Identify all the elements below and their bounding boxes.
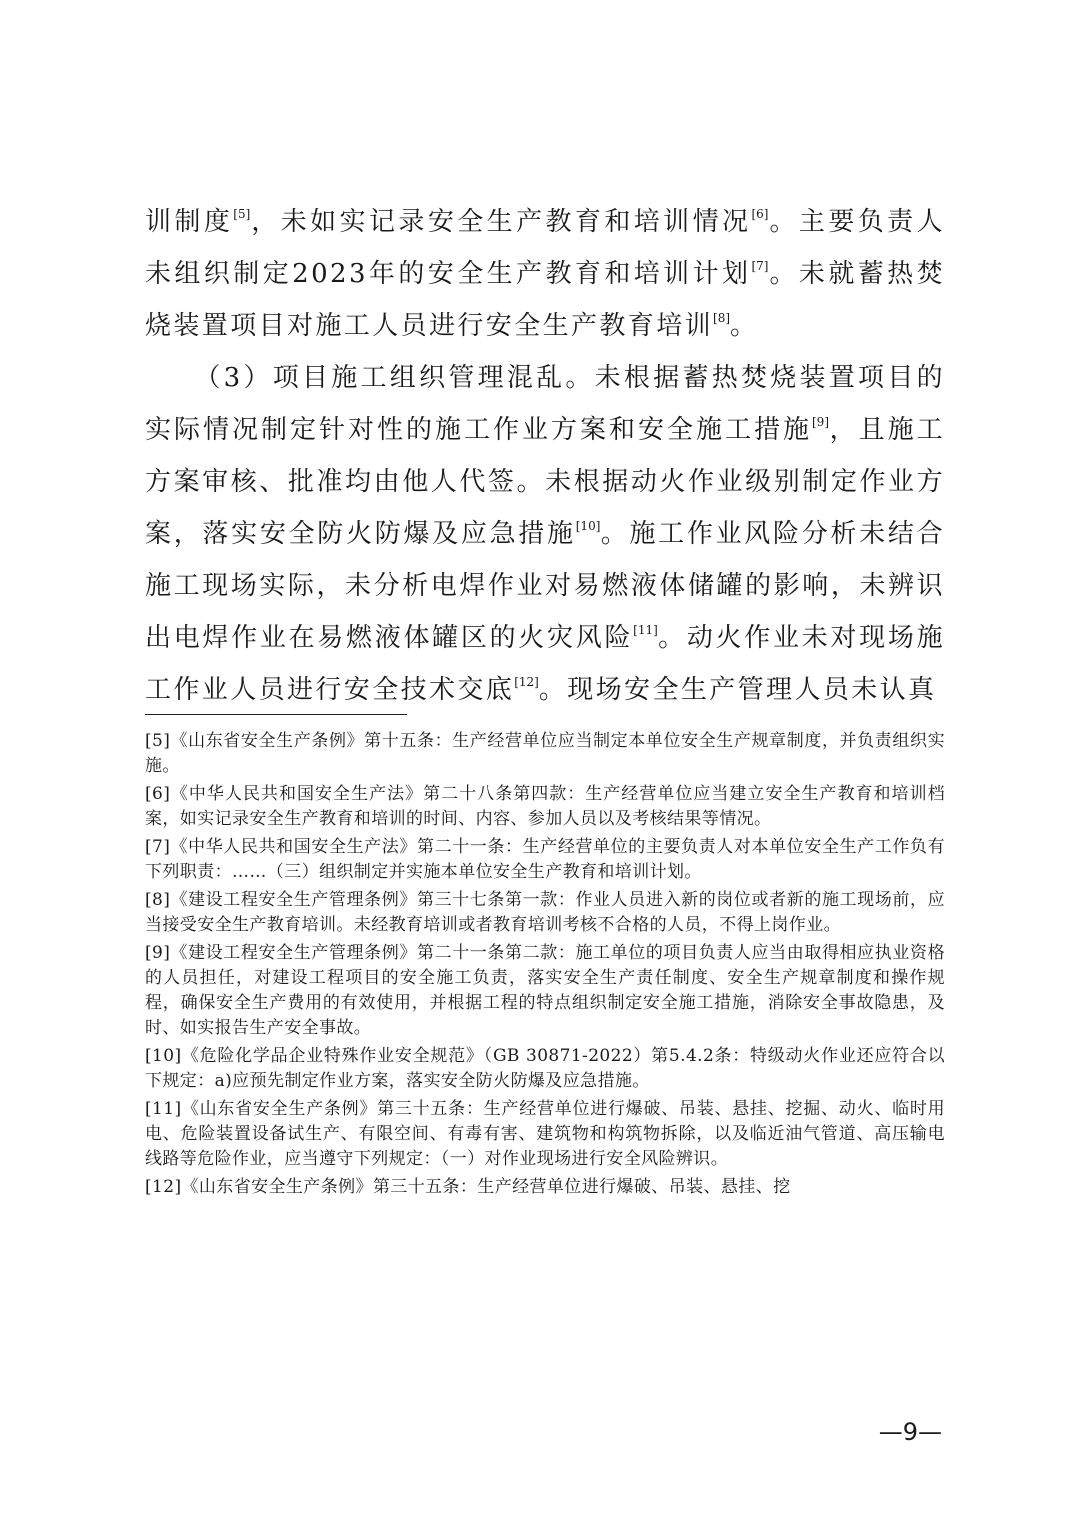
text-run: 。动火作业未对现场施工作业人员进行安全技术交底 [145, 623, 945, 705]
footnote-ref[interactable]: [10] [575, 519, 601, 533]
footnote: [5]《山东省安全生产条例》第十五条：生产经营单位应当制定本单位安全生产规章制度，并负责组织实施。 [145, 731, 945, 776]
text-run: 训制度 [145, 207, 234, 237]
paragraph [145, 352, 945, 716]
text-run: 。主要负责人未组织制定2023年的安全生产教育和培训计划 [145, 207, 945, 289]
footnote-separator [145, 714, 407, 715]
text-run: 。 [730, 311, 759, 341]
text-run: 。现场安全生产管理人员未认真 [538, 675, 937, 705]
footnote: [8]《建设工程安全生产管理条例》第三十七条第一款：作业人员进入新的岗位或者新的施工现场前，应当接受安全生产教育培训。未经教育培训或者教育培训考核不合格的人员，不得上岗作业。 [145, 890, 945, 935]
footnote: [6]《中华人民共和国安全生产法》第二十八条第四款：生产经营单位应当建立安全生产教育和培训档案，如实记录安全生产教育和培训的时间、内容、参加人员以及考核结果等情况。 [145, 784, 945, 829]
footnote: [9]《建设工程安全生产管理条例》第二十一条第二款：施工单位的项目负责人应当由取得相应执业资格的人员担任，对建设工程项目的安全施工负责，落实安全生产责任制度、安全生产规章制度和操作规程，确保安全生产费用的有效使用，并根据工程的特点组织制定安全施工措施，消除安全事故隐患，及时、如实报告生产安全事故。 [145, 943, 945, 1038]
footnote: [7]《中华人民共和国安全生产法》第二十一条：生产经营单位的主要负责人对本单位安全生产工作负有下列职责：……（三）组织制定并实施本单位安全生产教育和培训计划。 [145, 837, 945, 882]
page-number: —9— [878, 1418, 942, 1446]
paragraph [145, 196, 945, 352]
footnote-ref[interactable]: [6] [751, 207, 769, 221]
footnote-ref[interactable]: [7] [751, 259, 769, 273]
footnote: [12]《山东省安全生产条例》第三十五条：生产经营单位进行爆破、吊装、悬挂、挖 [145, 1177, 791, 1197]
text-run: ，未如实记录安全生产教育和培训情况 [250, 207, 752, 237]
main-text [145, 196, 945, 716]
footnote-ref[interactable]: [11] [633, 623, 658, 637]
footnote-ref[interactable]: [5] [233, 207, 251, 221]
footnote-ref[interactable]: [8] [713, 311, 731, 325]
text-run: （3）项目施工组织管理混乱。未根据蓄热焚烧装置项目的实际情况制定针对性的施工作业方案和安全施工措施 [145, 363, 945, 445]
text-run: 。施工作业风险分析未结合施工现场实际，未分析电焊作业对易燃液体储罐的影响，未辨识出电焊作业在易燃液体罐区的火灾风险 [145, 519, 945, 653]
footnotes [145, 729, 945, 1203]
text-run: ，且施工方案审核、批准均由他人代签。未根据动火作业级别制定作业方案，落实安全防火防爆及应急措施 [145, 415, 945, 549]
footnote-ref[interactable]: [12] [514, 675, 539, 689]
footnote-ref[interactable]: [9] [812, 415, 829, 429]
footnote: [10]《危险化学品企业特殊作业安全规范》（GB 30871-2022）第5.4.2条：特级动火作业还应符合以下规定：a)应预先制定作业方案，落实安全防火防爆及应急措施。 [145, 1046, 945, 1091]
text-run: 。未就蓄热焚烧装置项目对施工人员进行安全生产教育培训 [145, 259, 946, 341]
footnote: [11]《山东省安全生产条例》第三十五条：生产经营单位进行爆破、吊装、悬挂、挖掘、动火、临时用电、危险装置设备试生产、有限空间、有毒有害、建筑物和构筑物拆除，以及临近油气管道、高压输电线路等危险作业，应当遵守下列规定：（一）对作业现场进行安全风险辨识。 [145, 1099, 945, 1169]
